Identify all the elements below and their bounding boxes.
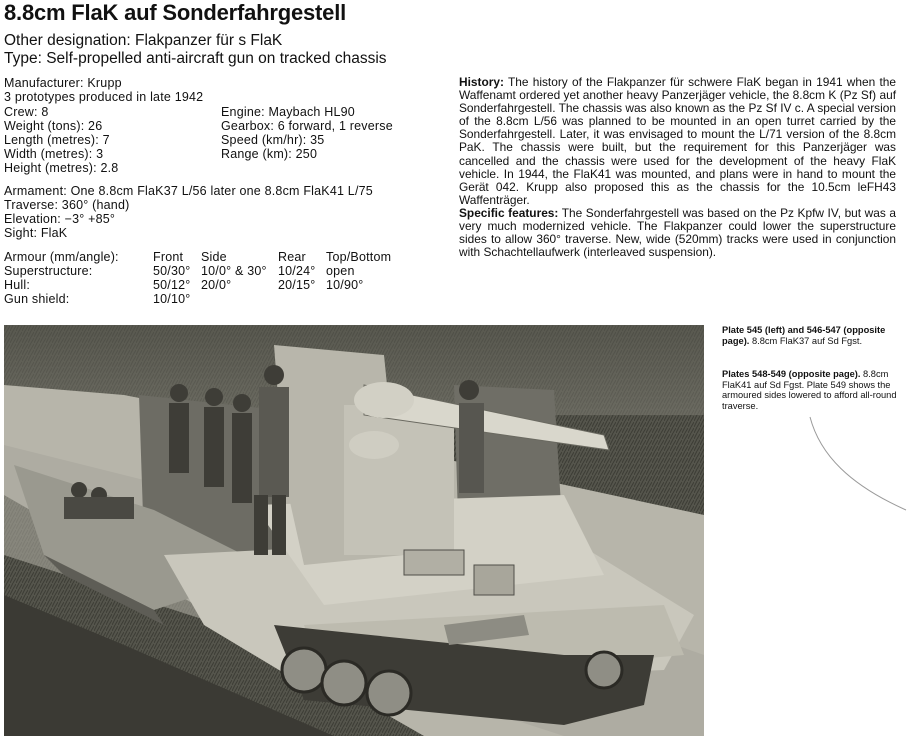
spec-elevation: Elevation: −3° +85° bbox=[4, 212, 116, 226]
features-text: The Sonderfahrgestell was based on the Pz Kpfw IV, but was a very much modernized vehicle. The Flakpanzer could lower the superstructure sides to allow 360° traverse. New, wide (520mm) tracks were used in conjunction with Schachtellaufwerk (interleaved suspension). bbox=[459, 205, 896, 260]
caption-1-text: 8.8cm FlaK37 auf Sd Fgst. bbox=[749, 335, 863, 346]
armour-row-label: Superstructure: bbox=[4, 264, 93, 278]
vehicle-photograph bbox=[4, 325, 704, 736]
armour-cell: 50/30° bbox=[153, 264, 191, 278]
armour-cell: 10/0° & 30° bbox=[201, 264, 267, 278]
armour-cell: 20/15° bbox=[278, 278, 316, 292]
armour-cell: 20/0° bbox=[201, 278, 232, 292]
spec-length: Length (metres): 7 bbox=[4, 133, 110, 147]
history-paragraph bbox=[459, 76, 896, 207]
page-title: 8.8cm FlaK auf Sonderfahrgestell bbox=[4, 0, 347, 25]
spec-produced: 3 prototypes produced in late 1942 bbox=[4, 90, 204, 104]
armour-header-top: Top/Bottom bbox=[326, 250, 392, 264]
armour-header-front: Front bbox=[153, 250, 184, 264]
spec-engine: Engine: Maybach HL90 bbox=[221, 105, 355, 119]
caption-1-heading: Plate 545 (left) and 546-547 (opposite page). bbox=[722, 325, 886, 346]
caption-plate-545 bbox=[722, 325, 902, 346]
features-heading: Specific features: bbox=[459, 205, 559, 220]
spec-gearbox: Gearbox: 6 forward, 1 reverse bbox=[221, 119, 393, 133]
armour-cell: 10/90° bbox=[326, 278, 364, 292]
type-line: Type: Self-propelled anti-aircraft gun on tracked chassis bbox=[4, 50, 387, 67]
spec-manufacturer: Manufacturer: Krupp bbox=[4, 76, 122, 90]
spec-sight: Sight: FlaK bbox=[4, 226, 68, 240]
spec-crew: Crew: 8 bbox=[4, 105, 49, 119]
caption-2-text: 8.8cm FlaK41 auf Sd Fgst. Plate 549 shows the armoured sides lowered to afford all-round traverse. bbox=[722, 369, 897, 411]
armour-row-label: Gun shield: bbox=[4, 292, 70, 306]
spec-armament: Armament: One 8.8cm FlaK37 L/56 later one 8.8cm FlaK41 L/75 bbox=[4, 184, 373, 198]
armour-row-label: Hull: bbox=[4, 278, 31, 292]
spec-speed: Speed (km/hr): 35 bbox=[221, 133, 325, 147]
armour-cell: 10/10° bbox=[153, 292, 191, 306]
armour-cell: 50/12° bbox=[153, 278, 191, 292]
spec-weight: Weight (tons): 26 bbox=[4, 119, 103, 133]
spec-width: Width (metres): 3 bbox=[4, 147, 104, 161]
history-heading: History: bbox=[459, 75, 504, 89]
features-paragraph bbox=[459, 207, 896, 259]
history-text: The history of the Flakpanzer für schwere FlaK began in 1941 when the Waffenamt ordered yet another heavy Panzerjäger vehicle, the 8.8cm K (Pz Sf) auf Sonderfahrgestell. The chassis was also known as the Pz Sf IV c. A special version of the 8.8cm L/56 was planned to be mounted in an open turret carried by the Sonderfahrgestell. Later, it was envisaged to mount the L/71 version of the 8.8cm PaK. The chassis were built, but the requirement for this Panzerjäger was cancelled and the chassis were used for the development of the heavy FlaK vehicle. In 1944, the FlaK41 was mounted, and plans were in hand to mount the Gerät 042. Krupp also proposed this as the chassis for the 10.5cm leFH43 Waffenträger. bbox=[459, 75, 896, 207]
spec-range: Range (km): 250 bbox=[221, 147, 318, 161]
armour-header-side: Side bbox=[201, 250, 227, 264]
armour-header-rear: Rear bbox=[278, 250, 306, 264]
armour-cell: 10/24° bbox=[278, 264, 316, 278]
spec-traverse: Traverse: 360° (hand) bbox=[4, 198, 130, 212]
history-column bbox=[459, 76, 896, 259]
spec-height: Height (metres): 2.8 bbox=[4, 161, 119, 175]
armour-header-label: Armour (mm/angle): bbox=[4, 250, 119, 264]
armour-cell: open bbox=[326, 264, 355, 278]
page-curl-line bbox=[800, 415, 907, 515]
caption-2-heading: Plates 548-549 (opposite page). bbox=[722, 369, 861, 379]
caption-plate-548 bbox=[722, 369, 902, 411]
other-designation: Other designation: Flakpanzer für s FlaK bbox=[4, 32, 283, 49]
